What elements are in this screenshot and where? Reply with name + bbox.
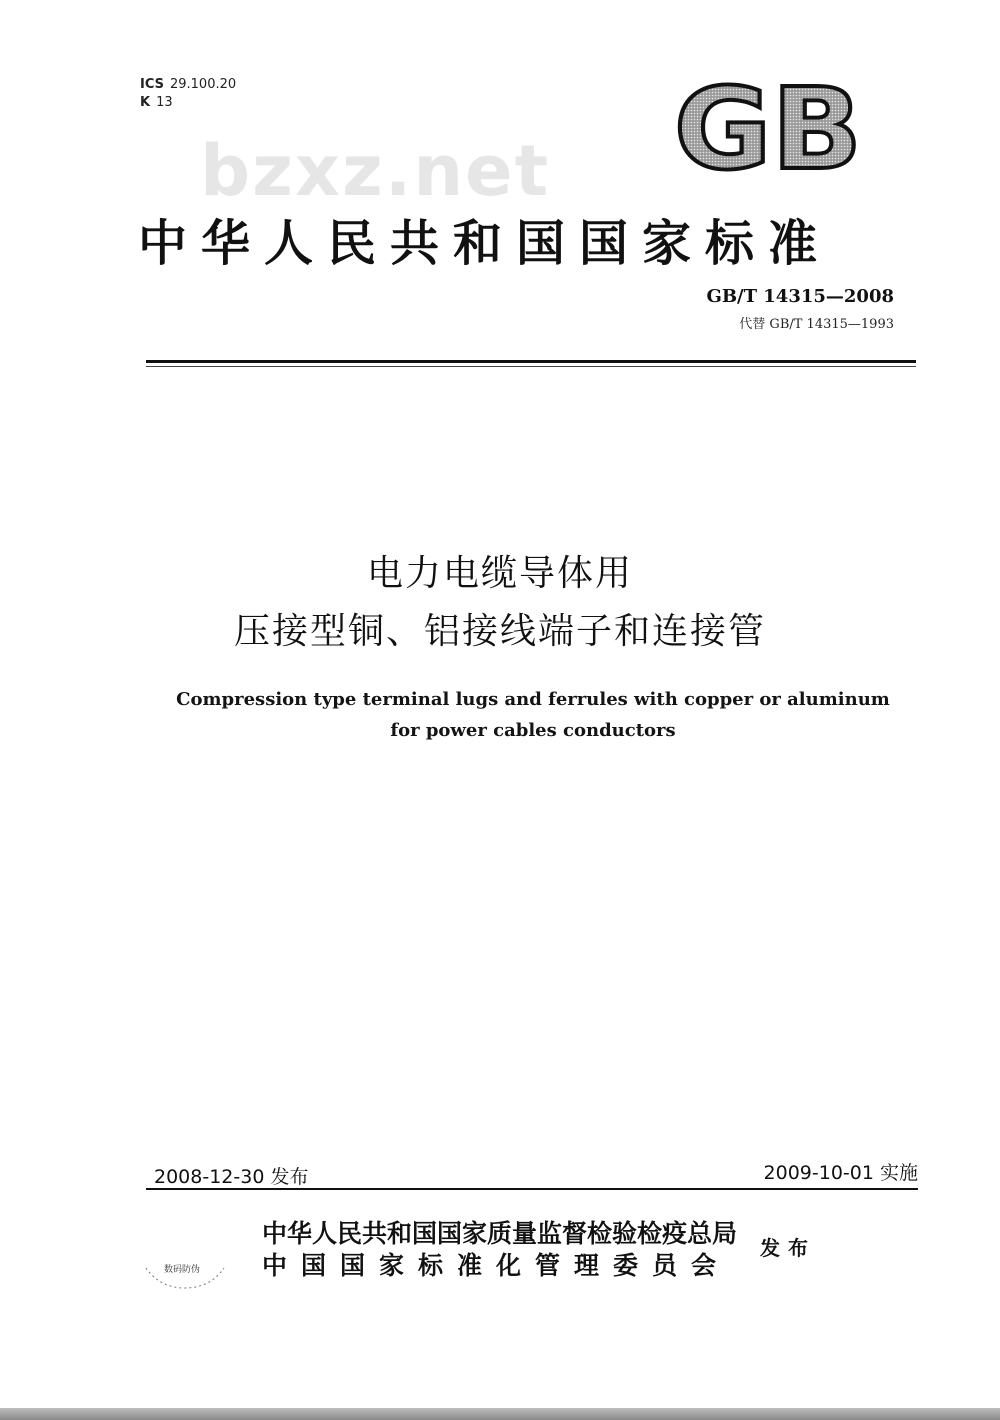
ccs-row xyxy=(140,94,236,112)
national-standard-title: 中华人民共和国国家标准 xyxy=(138,215,832,272)
ics-label: ICS xyxy=(140,77,164,92)
chinese-title-line1: 电力电缆导体用 xyxy=(366,553,633,594)
page-bottom-edge xyxy=(0,1408,1000,1420)
issue-date: 2008-12-30 发布 xyxy=(154,1166,309,1188)
header-divider xyxy=(146,360,916,363)
header-divider-thin xyxy=(146,366,916,367)
effective-date: 2009-10-01 实施 xyxy=(763,1162,918,1184)
standard-number: GB/T 14315—2008 xyxy=(706,286,894,307)
watermark: bzxz.net xyxy=(200,130,551,212)
english-title-line1: Compression type terminal lugs and ferrules with copper or aluminum xyxy=(176,689,890,710)
anti-fake-label: 数码防伪 xyxy=(164,1265,201,1275)
gb-logo-text: GB xyxy=(674,82,862,174)
replaces-standard: 代替 GB/T 14315—1993 xyxy=(739,317,894,332)
issuer-sac: 中国国家标准化管理委员会 xyxy=(262,1251,731,1280)
issue-action: 发布 xyxy=(760,1236,816,1260)
issuer-aqsiq: 中华人民共和国国家质量监督检验检疫总局 xyxy=(262,1219,738,1248)
classification-codes xyxy=(140,76,236,112)
ics-row xyxy=(140,76,236,94)
ccs-code: 13 xyxy=(156,95,173,110)
chinese-title-line2: 压接型铜、铝接线端子和连接管 xyxy=(233,611,766,652)
english-title-line2: for power cables conductors xyxy=(390,720,676,741)
ics-code: 29.100.20 xyxy=(169,77,237,92)
ccs-label: K xyxy=(140,95,151,110)
footer-divider xyxy=(146,1188,918,1190)
gb-logo-icon xyxy=(672,82,866,174)
